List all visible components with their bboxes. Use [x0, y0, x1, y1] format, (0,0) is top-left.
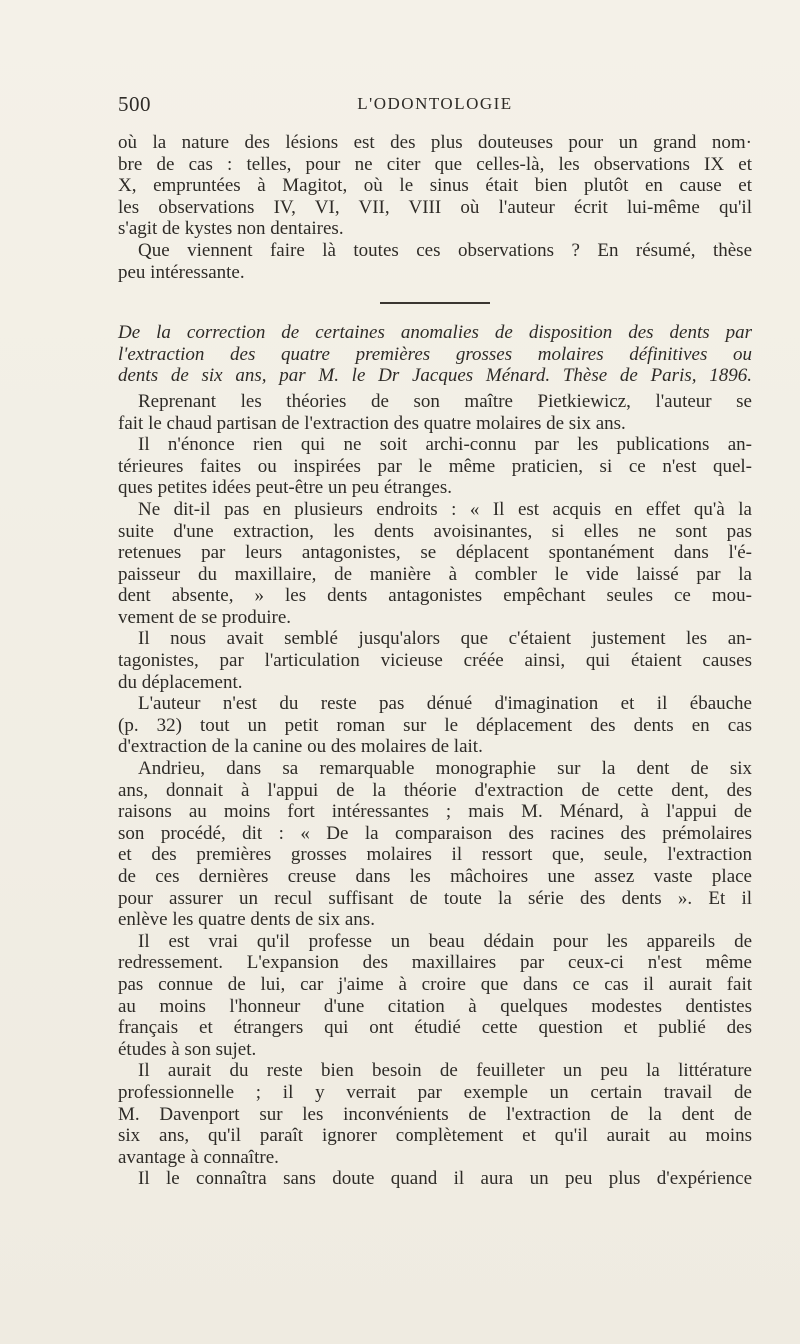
text-line: Il est vrai qu'il professe un beau dédain pour les appareils de	[138, 930, 752, 952]
text-line: paisseur du maxillaire, de manière à combler le vide laissé par la	[118, 563, 752, 585]
text-line: bre de cas : telles, pour ne citer que celles-là, les observations IX et	[118, 153, 752, 175]
text-line: français et étrangers qui ont étudié cette question et publié des	[118, 1017, 752, 1039]
text-line: d'extraction de la canine ou des molaires de lait.	[118, 736, 483, 758]
text-line: enlève les quatre dents de six ans.	[118, 909, 375, 931]
text-line: Que viennent faire là toutes ces observations ? En résumé, thèse	[138, 239, 752, 261]
paragraph	[118, 240, 752, 283]
text-line: suite d'une extraction, les dents avoisinantes, si elles ne sont pas	[118, 520, 752, 542]
text-line: pas connue de lui, car j'aime à croire que dans ce cas il aurait fait	[118, 973, 752, 995]
paragraph	[118, 1168, 752, 1190]
page-header	[118, 92, 752, 118]
review-title-line: De la correction de certaines anomalies de disposition des dents par	[118, 322, 752, 344]
paragraph	[118, 132, 752, 240]
review-title-line: l'extraction des quatre premières grosses molaires définitives ou	[118, 343, 752, 365]
text-line: son procédé, dit : « De la comparaison des racines des prémolaires	[118, 822, 752, 844]
text-line: fait le chaud partisan de l'extraction des quatre molaires de six ans.	[118, 412, 626, 434]
text-line: les observations IV, VI, VII, VIII où l'auteur écrit lui-même qu'il	[118, 196, 752, 218]
page-number: 500	[118, 92, 151, 116]
text-line: Il le connaîtra sans doute quand il aura un peu plus d'expérience	[138, 1168, 752, 1190]
text-line: peu intéressante.	[118, 261, 245, 283]
text-line: ans, donnait à l'appui de la théorie d'extraction de cette dent, des	[118, 779, 752, 801]
text-line: Reprenant les théories de son maître Pietkiewicz, l'auteur se	[138, 390, 752, 412]
page-body	[118, 132, 752, 1190]
text-line: dent absente, » les dents antagonistes empêchant seules ce mou-	[118, 585, 752, 607]
paragraph	[118, 931, 752, 1061]
text-line: retenues par leurs antagonistes, se déplacent spontanément dans l'é-	[118, 542, 752, 564]
text-line: avantage à connaître.	[118, 1146, 279, 1168]
text-line: Il n'énonce rien qui ne soit archi-connu par les publications an-	[138, 434, 752, 456]
paragraph	[118, 1060, 752, 1168]
text-line: (p. 32) tout un petit roman sur le déplacement des dents en cas	[118, 714, 752, 736]
text-line: redressement. L'expansion des maxillaires par ceux-ci n'est même	[118, 952, 752, 974]
text-line: et des premières grosses molaires il ressort que, seule, l'extraction	[118, 844, 752, 866]
text-line: térieures faites ou inspirées par le même praticien, si ce n'est quel-	[118, 455, 752, 477]
running-title: L'ODONTOLOGIE	[357, 94, 513, 113]
text-line: où la nature des lésions est des plus douteuses pour un grand nom·	[118, 132, 752, 153]
review-title-line: dents de six ans, par M. le Dr Jacques Ménard. Thèse de Paris, 1896.	[118, 365, 752, 387]
text-line: études à son sujet.	[118, 1038, 257, 1060]
text-line: Andrieu, dans sa remarquable monographie sur la dent de six	[138, 758, 752, 780]
text-line: six ans, qu'il paraît ignorer complètement et qu'il aurait au moins	[118, 1125, 752, 1147]
paragraph	[118, 758, 752, 931]
text-line: s'agit de kystes non dentaires.	[118, 218, 344, 240]
text-line: professionnelle ; il y verrait par exemple un certain travail de	[118, 1081, 752, 1103]
text-line: L'auteur n'est du reste pas dénué d'imagination et il ébauche	[138, 693, 752, 715]
text-line: X, empruntées à Magitot, où le sinus était bien plutôt en cause et	[118, 175, 752, 197]
text-line: Ne dit-il pas en plusieurs endroits : « Il est acquis en effet qu'à la	[138, 498, 752, 520]
paragraph	[118, 391, 752, 434]
text-line: M. Davenport sur les inconvénients de l'extraction de la dent de	[118, 1103, 752, 1125]
text-line: vement de se produire.	[118, 606, 292, 628]
text-line: raisons au moins fort intéressantes ; mais M. Ménard, à l'appui de	[118, 801, 752, 823]
section-divider	[380, 302, 490, 304]
review-title	[118, 322, 752, 387]
paragraph	[118, 693, 752, 758]
paragraph	[118, 434, 752, 499]
paragraph	[118, 499, 752, 629]
text-line: Il aurait du reste bien besoin de feuilleter un peu la littérature	[138, 1060, 752, 1082]
paragraph	[118, 628, 752, 693]
text-line: Il nous avait semblé jusqu'alors que c'étaient justement les an-	[138, 628, 752, 650]
text-line: tagonistes, par l'articulation vicieuse créée ainsi, qui étaient causes	[118, 650, 752, 672]
text-line: de ces dernières creuse dans les mâchoires une assez vaste place	[118, 866, 752, 887]
text-line: pour assurer un recul suffisant de toute la série des dents ». Et il	[118, 887, 752, 909]
text-line: du déplacement.	[118, 671, 243, 693]
text-line: au moins l'honneur d'une citation à quelques modestes dentistes	[118, 995, 752, 1017]
text-line: ques petites idées peut-être un peu étranges.	[118, 477, 452, 499]
